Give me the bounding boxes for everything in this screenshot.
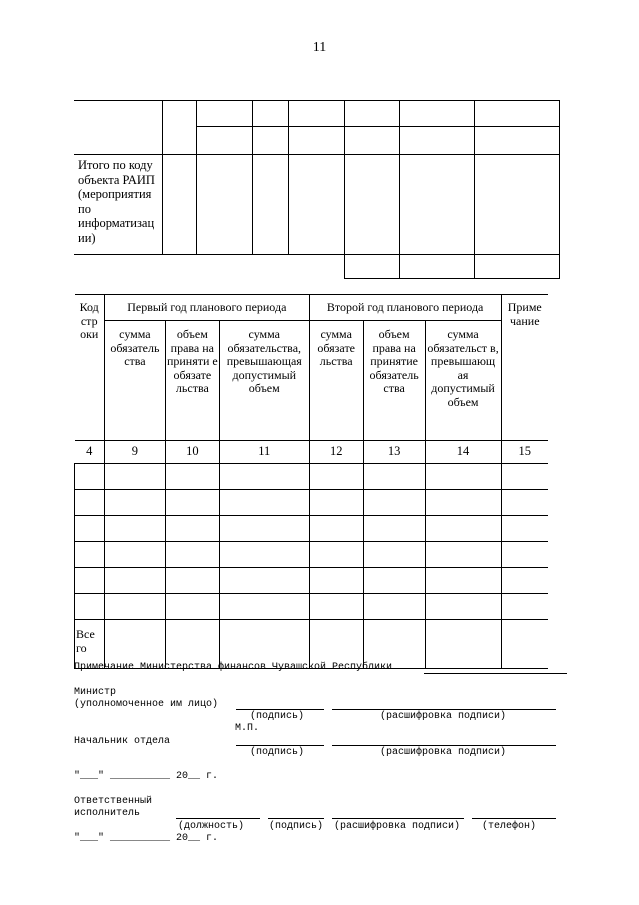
col-number: 15 bbox=[501, 441, 548, 464]
signature-caption: (подпись) bbox=[269, 821, 324, 832]
minister-label: Министр bbox=[74, 687, 117, 698]
obligations-table bbox=[74, 294, 548, 669]
date-line: "___" __________ 20__ г. bbox=[74, 833, 219, 844]
executor-label-2: исполнитель bbox=[74, 808, 141, 819]
col-number: 10 bbox=[165, 441, 219, 464]
header-volume-2: объем права на принятие обязатель ства bbox=[363, 321, 425, 441]
note-label: Примечание Министерства финансов Чувашской Республики bbox=[74, 662, 393, 673]
col-number: 9 bbox=[104, 441, 165, 464]
col-number: 13 bbox=[363, 441, 425, 464]
header-second-year: Второй год планового периода bbox=[309, 295, 501, 321]
table-row bbox=[75, 594, 549, 620]
header-note: Приме чание bbox=[501, 295, 548, 441]
table-row bbox=[75, 568, 549, 594]
head-label: Начальник отдела bbox=[74, 736, 171, 747]
signature-caption: (подпись) bbox=[250, 747, 305, 758]
authorized-label: (уполномоченное им лицо) bbox=[74, 699, 219, 710]
header-sum-2: сумма обязате льства bbox=[309, 321, 363, 441]
page-number: 11 bbox=[312, 40, 327, 55]
col-number: 14 bbox=[425, 441, 501, 464]
header-first-year: Первый год планового периода bbox=[104, 295, 309, 321]
header-code: Код стр оки bbox=[75, 295, 105, 441]
phone-caption: (телефон) bbox=[482, 821, 537, 832]
table-row bbox=[75, 490, 549, 516]
table-row bbox=[75, 464, 549, 490]
col-number: 12 bbox=[309, 441, 363, 464]
col-number: 4 bbox=[75, 441, 105, 464]
header-excess-2: сумма обязательст в, превышающ ая допустимый объем bbox=[425, 321, 501, 441]
header-sum-1: сумма обязатель ства bbox=[104, 321, 165, 441]
decode-caption: (расшифровка подписи) bbox=[334, 821, 461, 832]
decode-caption: (расшифровка подписи) bbox=[380, 711, 507, 722]
table-row bbox=[75, 542, 549, 568]
executor-label: Ответственный bbox=[74, 796, 153, 807]
total-row-label: Все го bbox=[75, 620, 105, 669]
top-table-fragment bbox=[74, 100, 560, 280]
total-label: Итого по коду объекта РАИП (мероприятия по информатизац ии) bbox=[78, 158, 155, 245]
col-number: 11 bbox=[219, 441, 309, 464]
date-line: "___" __________ 20__ г. bbox=[74, 771, 219, 782]
decode-caption: (расшифровка подписи) bbox=[380, 747, 507, 758]
header-excess-1: сумма обязательства, превышающая допустимый объем bbox=[219, 321, 309, 441]
position-caption: (должность) bbox=[178, 821, 245, 832]
stamp-label: М.П. bbox=[235, 723, 260, 734]
signature-caption: (подпись) bbox=[250, 711, 305, 722]
header-volume-1: объем права на приняти е обязате льства bbox=[165, 321, 219, 441]
table-row bbox=[75, 516, 549, 542]
